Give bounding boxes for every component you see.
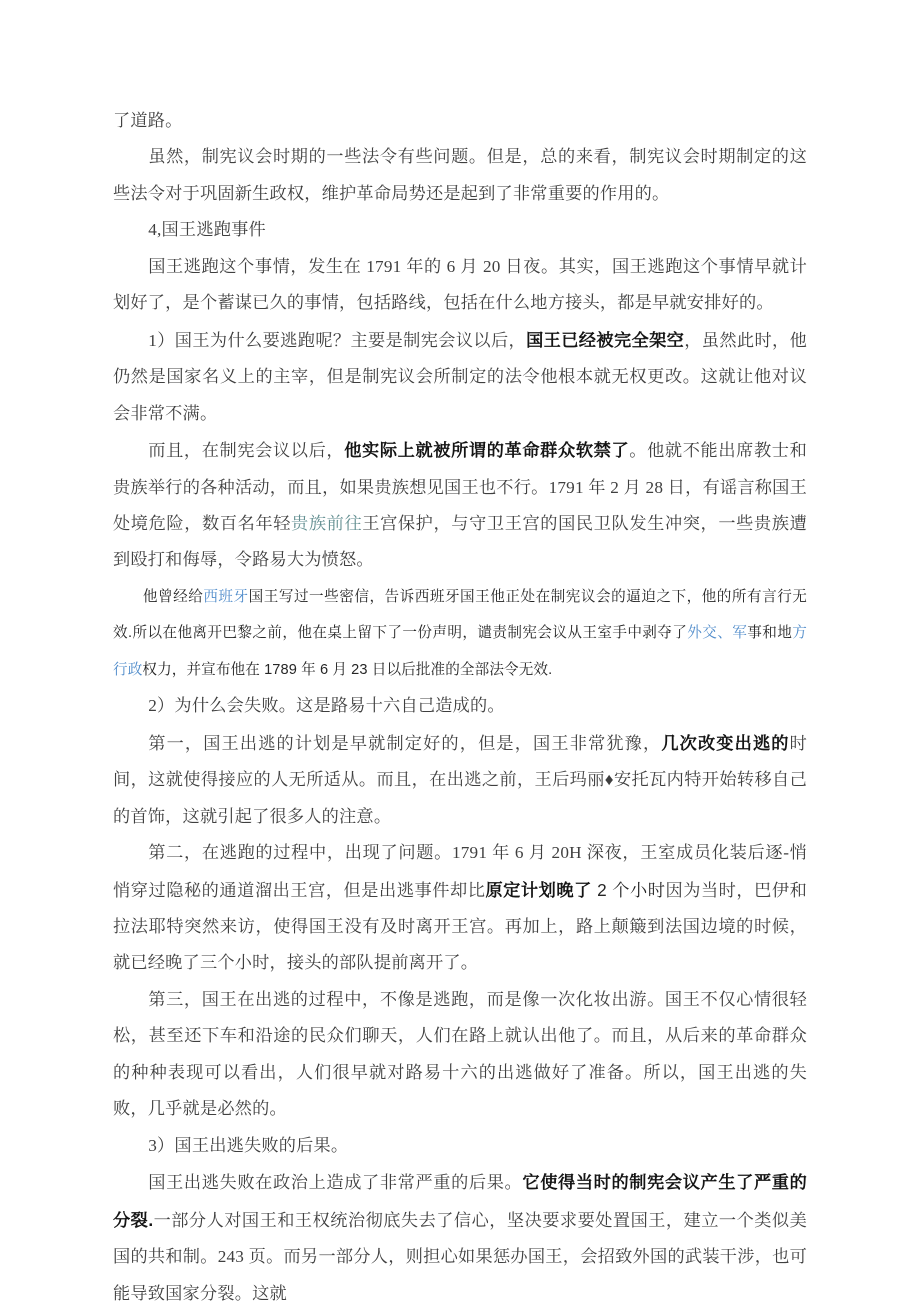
emphasis-text-run: 国王已经被完全架空 bbox=[526, 329, 685, 350]
emphasis-text-run: 它使得当时的制宪会议产生了严重的分裂. bbox=[113, 1172, 808, 1230]
highlighted-text-run: 贵族前往 bbox=[291, 513, 363, 533]
text-run: 第二，在逃跑的过程中，出现了问题。1791 年 6 月 20H 深夜，王室成员化装后逐-悄悄穿过隐秘的通道溜出王宫，但是出逃事件却比 bbox=[113, 843, 807, 900]
emphasis-text-run: 他实际上就被所谓的革命群众软禁了 bbox=[344, 440, 630, 461]
paragraph bbox=[113, 139, 807, 212]
text-run: 3）国王出逃失败的后果。 bbox=[148, 1135, 349, 1155]
paragraph bbox=[113, 322, 807, 432]
paragraph bbox=[113, 835, 807, 982]
paragraph bbox=[113, 579, 807, 688]
paragraph bbox=[113, 1164, 807, 1312]
paragraph bbox=[113, 212, 807, 248]
paragraph bbox=[113, 982, 807, 1128]
paragraph bbox=[113, 1128, 807, 1164]
text-run: 4,国王逃跑事件 bbox=[148, 220, 266, 240]
text-run: 因为当时，巴伊和拉法耶特突然来访，使得国王没有及时离开王宫。再加上，路上颠簸到法国边境的时候，就已经晚了三个小时，接头的部队提前离开了。 bbox=[113, 880, 808, 973]
paragraph bbox=[113, 688, 807, 724]
link-text[interactable]: 西班牙 bbox=[203, 588, 249, 605]
text-run: 。他就不能出席教士和贵族举行的各种活动，而且，如果贵族想见国王也不行。1791 年 2 月 28 日，有谣言称国王处境危险，数百名年轻 bbox=[113, 441, 807, 533]
text-run: 事和地 bbox=[747, 625, 793, 642]
text-run: 国王出逃失败在政治上造成了非常严重的后果。 bbox=[148, 1173, 523, 1193]
link-text[interactable]: 外交、军 bbox=[687, 625, 748, 642]
paragraph bbox=[113, 432, 807, 579]
emphasis-text-run: 原定计划晚了 bbox=[485, 879, 592, 900]
text-run: 第一，国王出逃的计划是早就制定好的，但是，国王非常犹豫， bbox=[148, 733, 662, 753]
paragraph bbox=[113, 725, 807, 835]
text-run: 他曾经给 bbox=[142, 588, 204, 605]
text-run: 2）为什么会失败。这是路易十六自己造成的。 bbox=[148, 696, 505, 716]
emphasis-text-run: 几次改变出逃的 bbox=[661, 732, 790, 753]
text-run: 第三，国王在出逃的过程中，不像是逃跑，而是像一次化妆出游。国王不仅心情很轻松，甚至还下车和沿途的民众们聊天，人们在路上就认出他了。而且，从后来的革命群众的种种表现可以看出，人们很早就对路易十六的出逃做好了准备。所以，国王出逃的失败，几乎就是必然的。 bbox=[113, 989, 807, 1119]
text-run: 虽然，制宪议会时期的一些法令有些问题。但是，总的来看，制宪议会时期制定的这些法令对于巩固新生政权，维护革命局势还是起到了非常重要的作用的。 bbox=[113, 147, 807, 203]
text-run: 王宫保护，与守卫王宫的国民卫队发生冲突，一些贵族遭到殴打和侮辱，令路易大为愤怒。 bbox=[113, 513, 807, 570]
text-run: 时间，这就使得接应的人无所适从。而且，在出逃之前，王后玛丽♦安托瓦内特开始转移自己的首饰，这就引起了很多人的注意。 bbox=[113, 733, 807, 826]
document-body bbox=[113, 103, 807, 1312]
link-text[interactable]: 方行政 bbox=[113, 625, 807, 678]
text-run: 而且，在制宪会议以后， bbox=[148, 441, 345, 461]
paragraph bbox=[113, 103, 807, 139]
text-run: 国王逃跑这个事情，发生在 1791 年的 6 月 20 日夜。其实，国王逃跑这个事情早就计划好了，是个蓄谋已久的事情，包括路线，包括在什么地方接头，都是早就安排好的。 bbox=[113, 256, 807, 313]
text-run: 了道路。 bbox=[113, 111, 183, 130]
text-run: 2 个小时 bbox=[591, 879, 666, 900]
text-run: ，虽然此时，他仍然是国家名义上的主宰，但是制宪议会所制定的法令他根本就无权更改。这就让他对议会非常不满。 bbox=[113, 330, 807, 423]
text-run: 国王写过一些密信，告诉西班牙国王他正处在制宪议会的逼迫之下，他的所有言行无效.所以在他离开巴黎之前，他在桌上留下了一份声明，谴责制宪会议从王室手中剥夺了 bbox=[113, 588, 807, 642]
text-run: 一部分人对国王和王权统治彻底失去了信心，坚决要求要处置国王，建立一个类似美国的共和制。243 页。而另一部分人，则担心如果惩办国王，会招致外国的武装干涉，也可能导致国家分裂。这就 bbox=[113, 1210, 807, 1303]
text-run: 权力，并宣布他在 1789 年 6 月 23 日以后批准的全部法令无效. bbox=[142, 661, 553, 678]
text-run: 1）国王为什么要逃跑呢？主要是制宪会议以后， bbox=[148, 330, 527, 350]
paragraph bbox=[113, 249, 807, 322]
